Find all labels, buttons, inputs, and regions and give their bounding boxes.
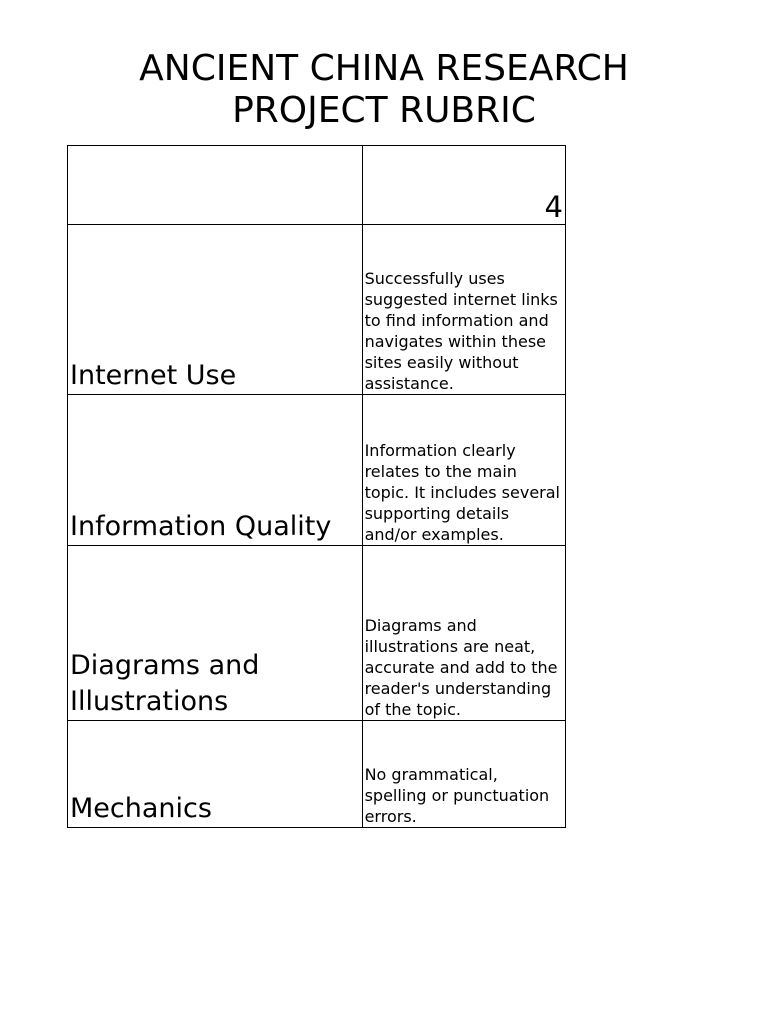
title-line-1: ANCIENT CHINA RESEARCH [139,48,629,89]
description-internet-use: Successfully uses suggested internet links to find information and navigates within these sites easily without assistance. [362,225,565,395]
description-mechanics: No grammatical, spelling or punctuation errors. [362,721,565,828]
score-header-cell: 4 [362,146,565,225]
description-information-quality: Information clearly relates to the main topic. It includes several supporting details and/or examples. [362,395,565,546]
rubric-table [67,145,566,828]
criterion-internet-use: Internet Use [68,225,363,395]
criterion-mechanics: Mechanics [68,721,363,828]
table-row [68,225,566,395]
table-row [68,395,566,546]
title-line-2: PROJECT RUBRIC [232,90,536,131]
table-row [68,721,566,828]
criterion-information-quality: Information Quality [68,395,363,546]
table-header-row [68,146,566,225]
description-diagrams-illustrations: Diagrams and illustrations are neat, accurate and add to the reader's understanding of the topic. [362,546,565,721]
table-row [68,546,566,721]
page-title [0,48,768,132]
criterion-diagrams-illustrations: Diagrams and Illustrations [68,546,363,721]
header-criterion-cell [68,146,363,225]
